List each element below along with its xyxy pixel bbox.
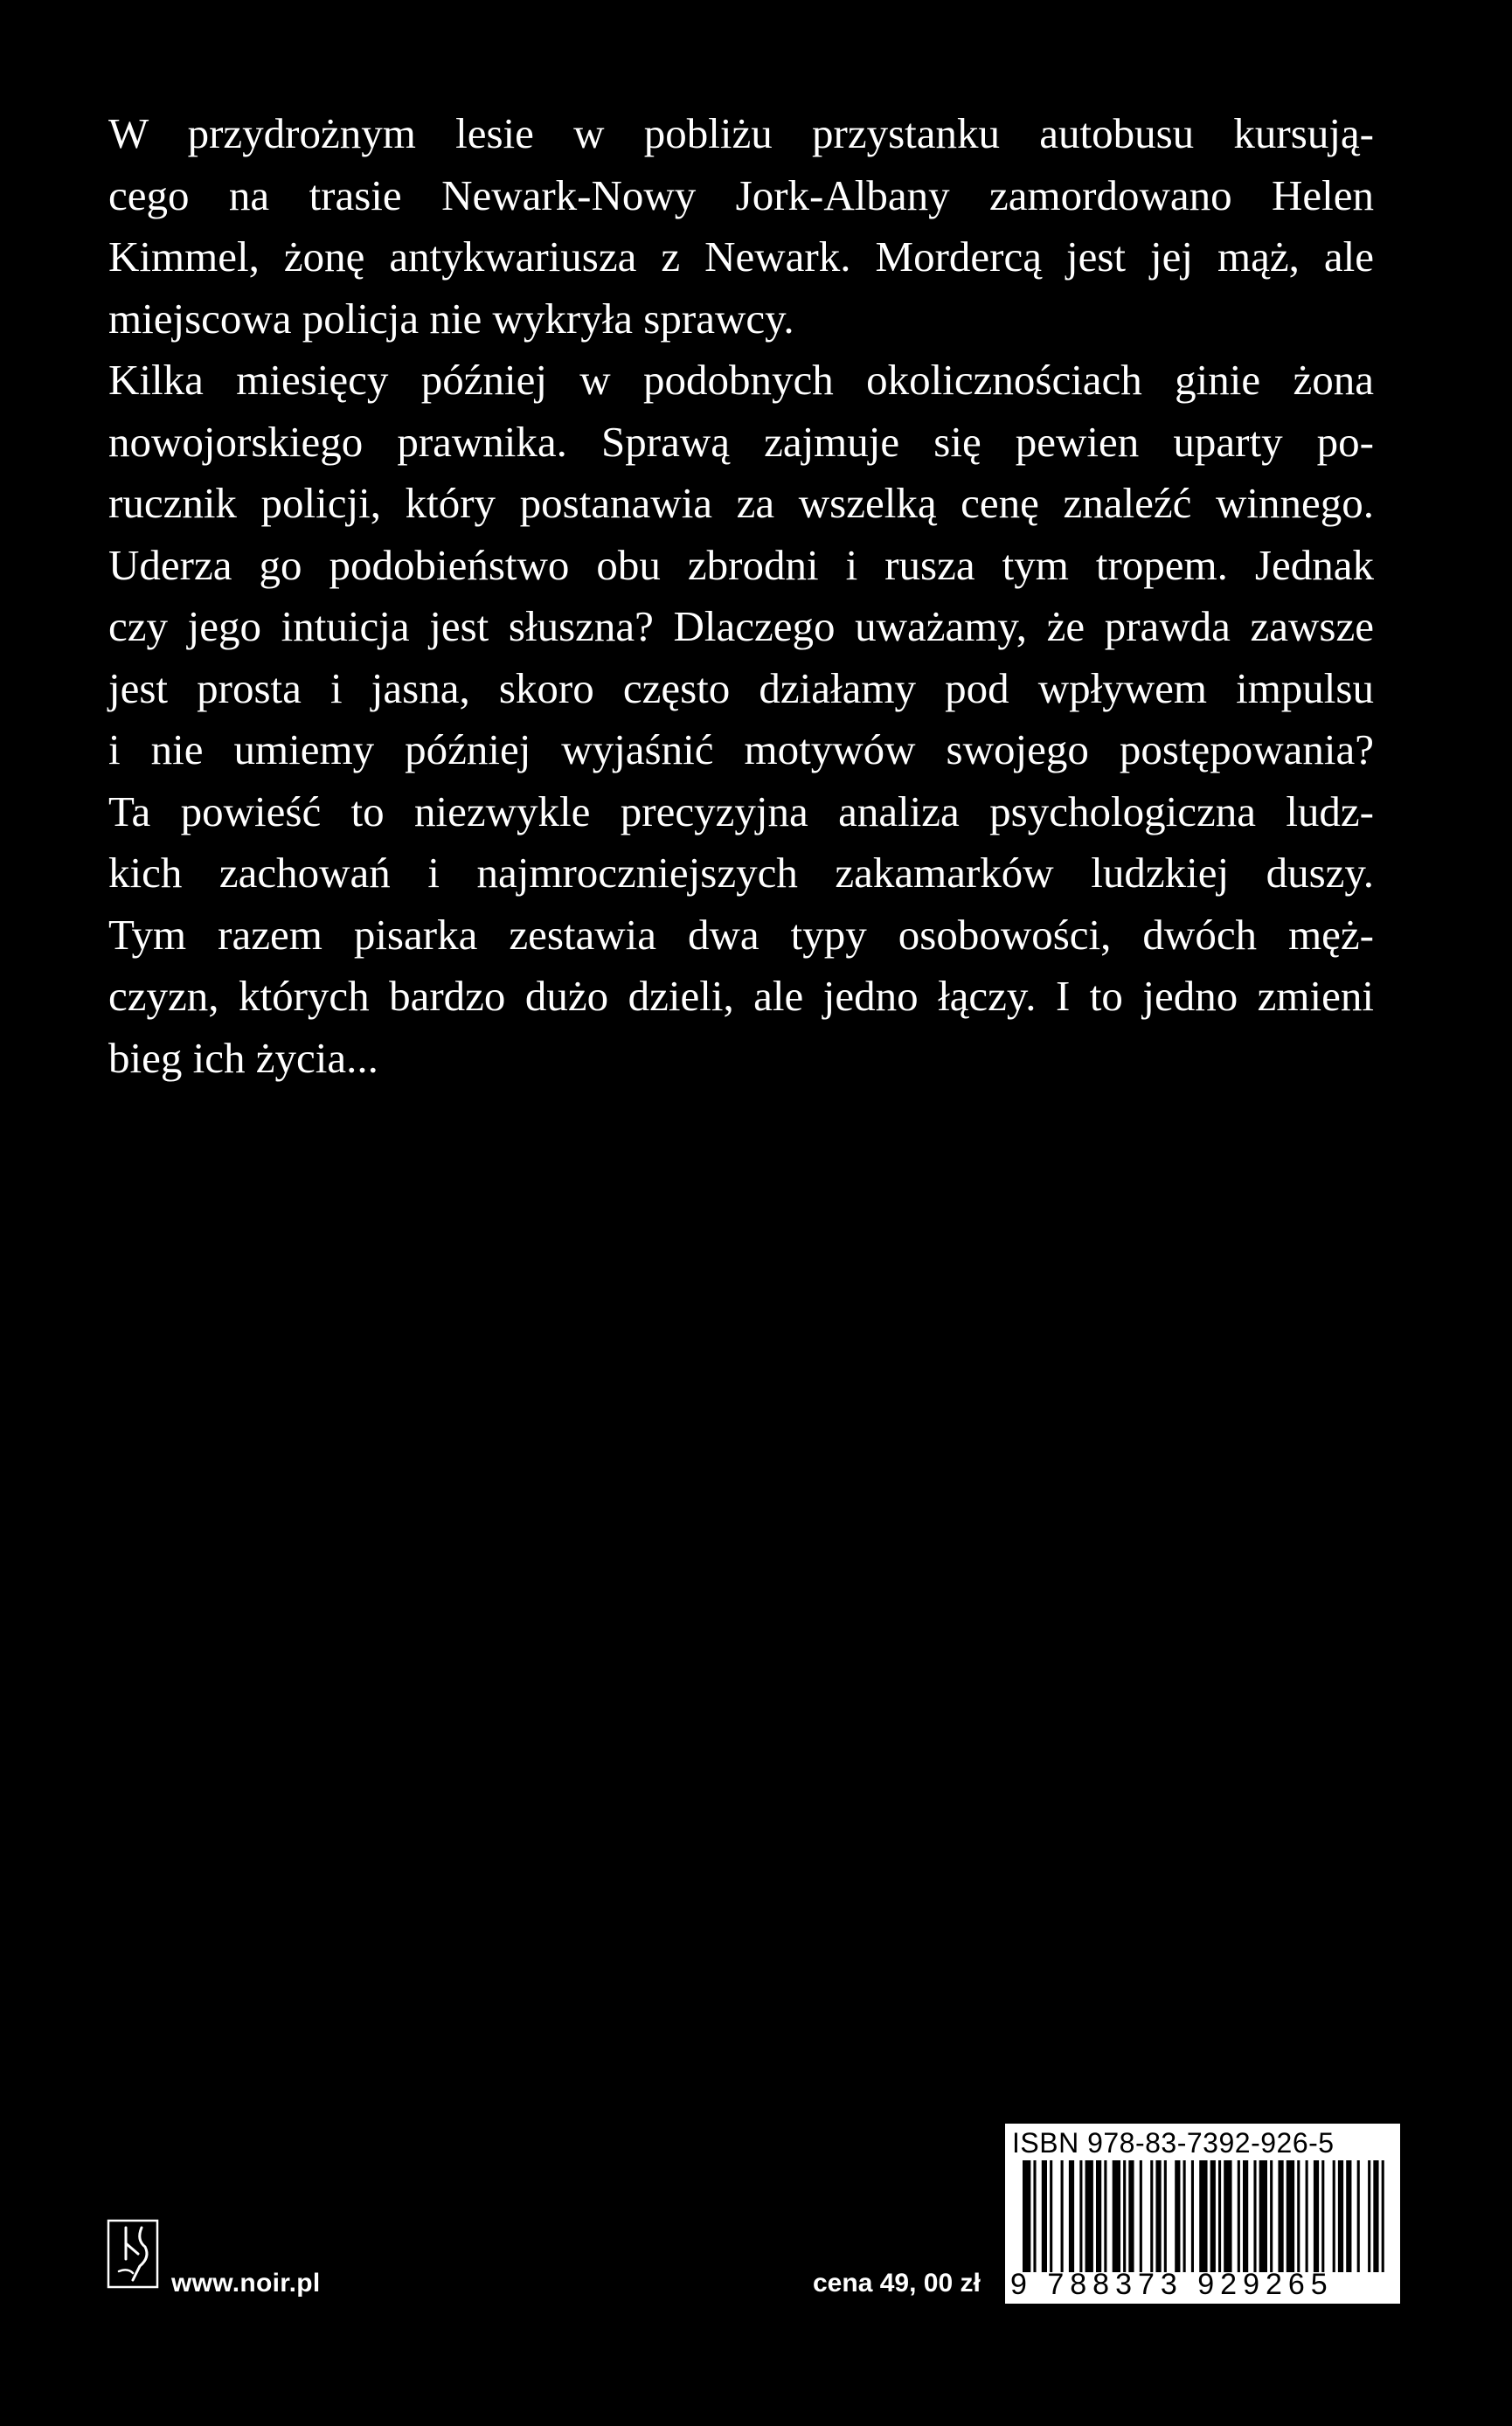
publisher-website[interactable]: www.noir.pl bbox=[171, 2269, 321, 2298]
blurb-line: Ta powieść to niezwykle precyzyjna analiza psychologiczna ludz- bbox=[108, 787, 1374, 835]
blurb-line: rucznik policji, który postanawia za wszelką cenę znaleźć winnego. bbox=[108, 479, 1374, 527]
price-label: cena 49, 00 zł bbox=[813, 2269, 981, 2298]
barcode-bar bbox=[1297, 2160, 1300, 2272]
barcode-bar bbox=[1253, 2160, 1256, 2272]
blurb-line: bieg ich życia... bbox=[108, 1033, 378, 1082]
barcode-bar bbox=[1113, 2160, 1120, 2272]
barcode-bar bbox=[1123, 2160, 1126, 2272]
blurb-line: Kimmel, żonę antykwariusza z Newark. Mordercą jest jej mąż, ale bbox=[108, 232, 1374, 281]
barcode-bar bbox=[1314, 2160, 1319, 2272]
barcode-bar bbox=[1164, 2160, 1167, 2272]
barcode-bar bbox=[1382, 2160, 1384, 2272]
barcode-bar bbox=[1069, 2160, 1074, 2272]
isbn-barcode bbox=[1005, 2124, 1400, 2304]
blurb-line: Uderza go podobieństwo obu zbrodni i rusza tym tropem. Jednak bbox=[108, 540, 1374, 589]
barcode-bar bbox=[1338, 2160, 1343, 2272]
barcode-digits: 9 788373 929265 bbox=[1010, 2268, 1334, 2301]
barcode-bar bbox=[1357, 2160, 1360, 2272]
blurb-line: Tym razem pisarka zestawia dwa typy osobowości, dwóch męż- bbox=[108, 910, 1374, 959]
back-cover-blurb bbox=[108, 103, 1374, 1089]
barcode-bar bbox=[1050, 2160, 1052, 2272]
barcode-bar bbox=[1155, 2160, 1161, 2272]
barcode-bar bbox=[1210, 2160, 1216, 2272]
barcode-bar bbox=[1238, 2160, 1240, 2272]
blurb-line: jest prosta i jasna, skoro często działamy pod wpływem impulsu bbox=[108, 663, 1374, 712]
barcode-bar bbox=[1023, 2160, 1030, 2272]
barcode-bar bbox=[1191, 2160, 1194, 2272]
barcode-bar bbox=[1321, 2160, 1324, 2272]
isbn-number: ISBN 978-83-7392-926-5 bbox=[1012, 2127, 1335, 2159]
barcode-bar bbox=[1104, 2160, 1106, 2272]
blurb-line: W przydrożnym lesie w pobliżu przystanku autobusu kursują- bbox=[108, 109, 1374, 157]
barcode-bar bbox=[1368, 2160, 1370, 2272]
barcode-bar bbox=[1175, 2160, 1180, 2272]
barcode-bar bbox=[1243, 2160, 1248, 2272]
barcode-bar bbox=[1128, 2160, 1134, 2272]
blurb-line: czy jego intuicja jest słuszna? Dlaczego uważamy, że prawda zawsze bbox=[108, 602, 1374, 650]
barcode-bar bbox=[1150, 2160, 1153, 2272]
barcode-bar bbox=[1218, 2160, 1221, 2272]
barcode-bar bbox=[1306, 2160, 1308, 2272]
barcode-bar bbox=[1259, 2160, 1267, 2272]
barcode-bar bbox=[1096, 2160, 1101, 2272]
blurb-line: Kilka miesięcy później w podobnych okolicznościach ginie żona bbox=[108, 356, 1374, 404]
barcode-bar bbox=[1061, 2160, 1064, 2272]
blurb-line: czyzn, których bardzo dużo dzieli, ale jedno łączy. I to jedno zmieni bbox=[108, 972, 1374, 1020]
barcode-bars bbox=[1023, 2160, 1390, 2272]
barcode-bar bbox=[1183, 2160, 1186, 2272]
blurb-line: cego na trasie Newark-Nowy Jork-Albany zamordowano Helen bbox=[108, 170, 1374, 219]
barcode-bar bbox=[1140, 2160, 1142, 2272]
barcode-bar bbox=[1287, 2160, 1294, 2272]
blurb-line: i nie umiemy później wyjaśnić motywów swojego postępowania? bbox=[108, 725, 1374, 773]
barcode-bar bbox=[1079, 2160, 1082, 2272]
barcode-bar bbox=[1278, 2160, 1283, 2272]
barcode-bar bbox=[1199, 2160, 1207, 2272]
barcode-bar bbox=[1033, 2160, 1036, 2272]
barcode-bar bbox=[1270, 2160, 1273, 2272]
barcode-bar bbox=[1085, 2160, 1093, 2272]
barcode-bar bbox=[1042, 2160, 1047, 2272]
barcode-bar bbox=[1373, 2160, 1378, 2272]
publisher-logo-icon bbox=[107, 2219, 159, 2289]
blurb-line: miejscowa policja nie wykryła sprawcy. bbox=[108, 294, 794, 343]
barcode-bar bbox=[1224, 2160, 1231, 2272]
blurb-line: nowojorskiego prawnika. Sprawą zajmuje się pewien uparty po- bbox=[108, 417, 1374, 466]
blurb-line: kich zachowań i najmroczniejszych zakamarków ludzkiej duszy. bbox=[108, 849, 1374, 897]
barcode-bar bbox=[1346, 2160, 1351, 2272]
barcode-bar bbox=[1333, 2160, 1335, 2272]
